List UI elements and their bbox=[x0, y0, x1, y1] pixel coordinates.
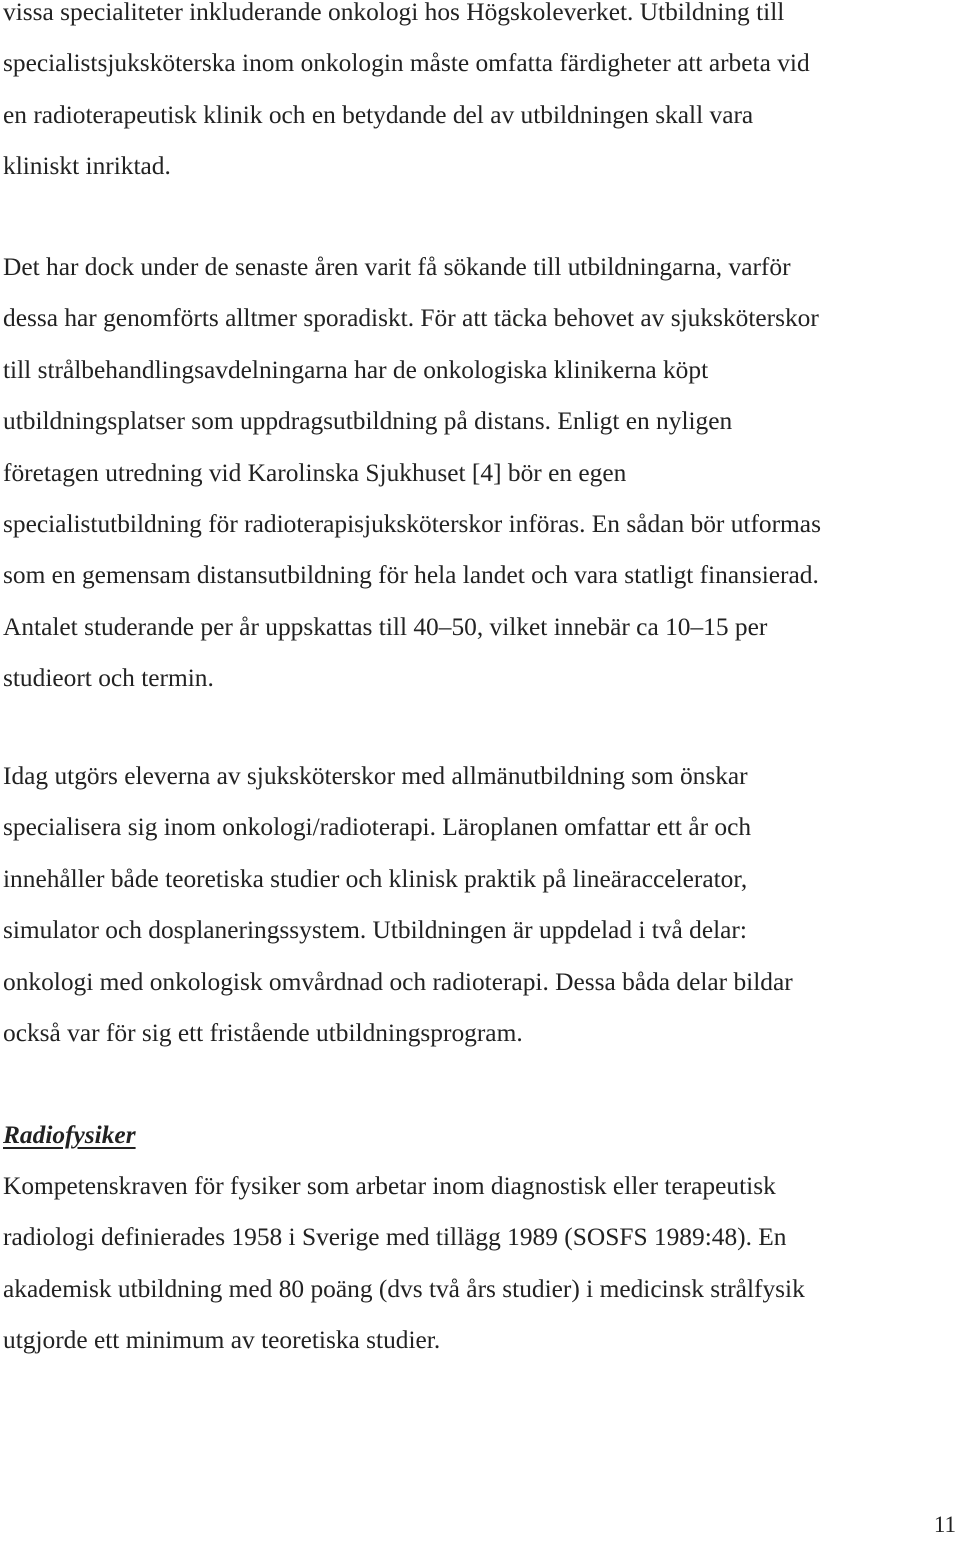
paragraph-few-applicants bbox=[3, 242, 958, 705]
text-line: Antalet studerande per år uppskattas till 40–50, vilket innebär ca 10–15 per bbox=[3, 612, 768, 641]
text-line: radiologi definierades 1958 i Sverige med tillägg 1989 (SOSFS 1989:48). En bbox=[3, 1223, 787, 1252]
text-line: också var för sig ett fristående utbildningsprogram. bbox=[3, 1018, 523, 1047]
text-line: specialistsjuksköterska inom onkologin måste omfatta färdigheter att arbeta vid bbox=[3, 49, 810, 78]
text-line: till strålbehandlingsavdelningarna har de onkologiska klinikerna köpt bbox=[3, 355, 709, 384]
text-line: simulator och dosplaneringssystem. Utbildningen är uppdelad i två delar: bbox=[3, 916, 747, 945]
text-line: Det har dock under de senaste åren varit få sökande till utbildningarna, varför bbox=[3, 253, 791, 281]
text-line: specialisera sig inom onkologi/radioterapi. Läroplanen omfattar ett år och bbox=[3, 813, 752, 842]
text-line: som en gemensam distansutbildning för hela landet och vara statligt finansierad. bbox=[3, 561, 819, 590]
text-line: innehåller både teoretiska studier och klinisk praktik på lineäraccelerator, bbox=[3, 864, 748, 893]
paragraph-specialist-education bbox=[3, 0, 958, 193]
text-line: onkologi med onkologisk omvårdnad och radioterapi. Dessa båda delar bildar bbox=[3, 967, 793, 996]
page-number: 11 bbox=[933, 1512, 956, 1537]
text-line: en radioterapeutisk klinik och en betydande del av utbildningen skall vara bbox=[3, 100, 754, 129]
text-line: specialistutbildning för radioterapisjuksköterskor införas. En sådan bör utformas bbox=[3, 509, 821, 538]
text-line: dessa har genomförts alltmer sporadiskt. För att täcka behovet av sjuksköterskor bbox=[3, 304, 819, 333]
text-line: utbildningsplatser som uppdragsutbildning på distans. Enligt en nyligen bbox=[3, 407, 733, 436]
text-line: vissa specialiteter inkluderande onkologi hos Högskoleverket. Utbildning till bbox=[3, 0, 785, 26]
text-line: kliniskt inriktad. bbox=[3, 152, 171, 181]
text-line: företagen utredning vid Karolinska Sjukhuset [4] bör en egen bbox=[3, 458, 627, 487]
section-heading: Radiofysiker bbox=[3, 1121, 136, 1149]
text-line: utgjorde ett minimum av teoretiska studier. bbox=[3, 1326, 441, 1355]
paragraph-students-curriculum bbox=[3, 751, 958, 1059]
text-line: akademisk utbildning med 80 poäng (dvs två års studier) i medicinsk strålfysik bbox=[3, 1274, 805, 1303]
paragraph-radiophysicist bbox=[3, 1161, 958, 1367]
text-line: Kompetenskraven för fysiker som arbetar inom diagnostisk eller terapeutisk bbox=[3, 1172, 776, 1200]
text-line: Idag utgörs eleverna av sjuksköterskor med allmänutbildning som önskar bbox=[3, 762, 748, 790]
text-line: studieort och termin. bbox=[3, 664, 214, 693]
